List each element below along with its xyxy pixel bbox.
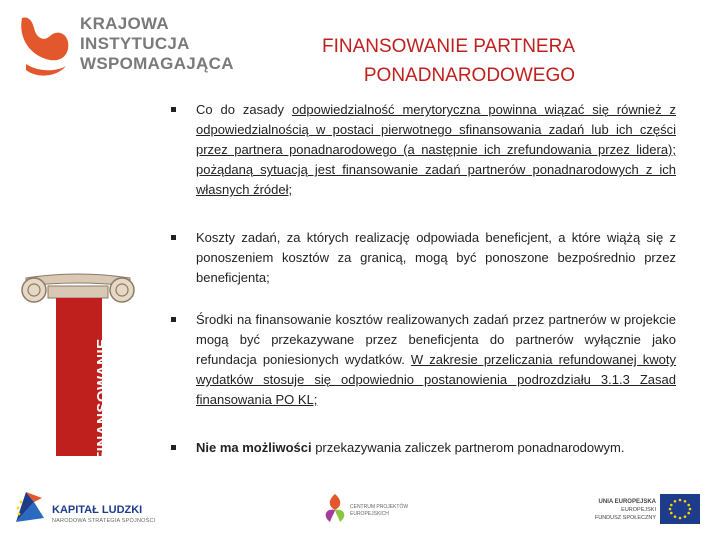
bullet-4-text-a: Nie ma możliwości [196, 440, 312, 455]
bullet-list [168, 100, 676, 468]
bullet-1-text-b: odpowiedzialność merytoryczna powinna wiązać się również z odpowiedzialnością w postaci pierwotnego sfinansowania zadań lub ich części przez partnera ponadnarodowego (a następnie ich zrefundowania przez lidera); pożądaną sytuacją jest finansowanie zadań partnerów ponadnarodowych z ich własnych źródeł; [196, 102, 676, 197]
kiw-logo-icon [16, 12, 72, 80]
bullet-1-text-a: Co do zasady [196, 102, 292, 117]
bullet-item-1 [168, 100, 676, 228]
side-label-text: FINANSOWANIE [94, 338, 111, 461]
square-bullet-icon [171, 445, 176, 450]
kl-subtitle: NARODOWA STRATEGIA SPÓJNOŚCI [52, 518, 156, 524]
cpe-icon [322, 492, 348, 526]
eu-line-1: UNIA EUROPEJSKA [598, 499, 656, 505]
bullet-item-2 [168, 228, 676, 310]
cpe-text [350, 504, 408, 518]
bullet-3-text-b: W zakresie przeliczania refundowanej kwoty wydatków stosuje się odpowiednio postanowienia podrozdziału 3.1.3 Zasad finansowania PO KL; [196, 352, 676, 407]
bullet-2-text-b: a które wiążą się z ponoszeniem kosztów za granicą, mogą być ponoszone bezpośrednio przez beneficjenta; [196, 230, 677, 285]
cpe-logo [322, 492, 422, 530]
logo-line-1: KRAJOWA [80, 14, 169, 33]
square-bullet-icon [171, 317, 176, 322]
kl-title: KAPITAŁ LUDZKI [52, 504, 143, 516]
slide-title [250, 32, 575, 90]
eu-text [592, 498, 656, 522]
kapital-ludzki-icon [12, 488, 48, 524]
side-label [91, 321, 115, 471]
bullet-2-text-a: Koszty zadań, za których realizację odpowiada beneficjent, [196, 230, 552, 245]
eu-line-2: EUROPEJSKI [621, 507, 656, 513]
kiw-logo [10, 8, 234, 88]
square-bullet-icon [171, 107, 176, 112]
kiw-logo-text [80, 14, 234, 74]
bullet-3-text-a: Środki na finansowanie kosztów realizowanych zadań przez partnerów w projekcie mogą być przekazywane przez beneficjenta do partnerów wyłącznie jako refundacja poniesionych wydatków. [196, 312, 676, 367]
eu-logo [592, 494, 712, 530]
eu-flag-icon [660, 494, 700, 524]
bullet-4-text-b: przekazywania zaliczek partnerom ponadnarodowym. [311, 440, 625, 455]
eu-line-3: FUNDUSZ SPOŁECZNY [594, 515, 656, 521]
logo-line-3: WSPOMAGAJĄCA [80, 54, 234, 73]
bullet-item-3 [168, 310, 676, 438]
square-bullet-icon [171, 235, 176, 240]
ionic-column [18, 268, 138, 461]
title-line-1: FINANSOWANIE PARTNERA [321, 36, 575, 57]
cpe-line-1: CENTRUM PROJEKTÓW [350, 504, 409, 510]
title-line-2: PONADNARODOWEGO [363, 65, 575, 86]
cpe-line-2: EUROPEJSKICH [350, 511, 389, 517]
bullet-item-4 [168, 438, 676, 468]
kapital-ludzki-logo [12, 486, 156, 530]
logo-line-2: INSTYTUCJA [80, 34, 190, 53]
